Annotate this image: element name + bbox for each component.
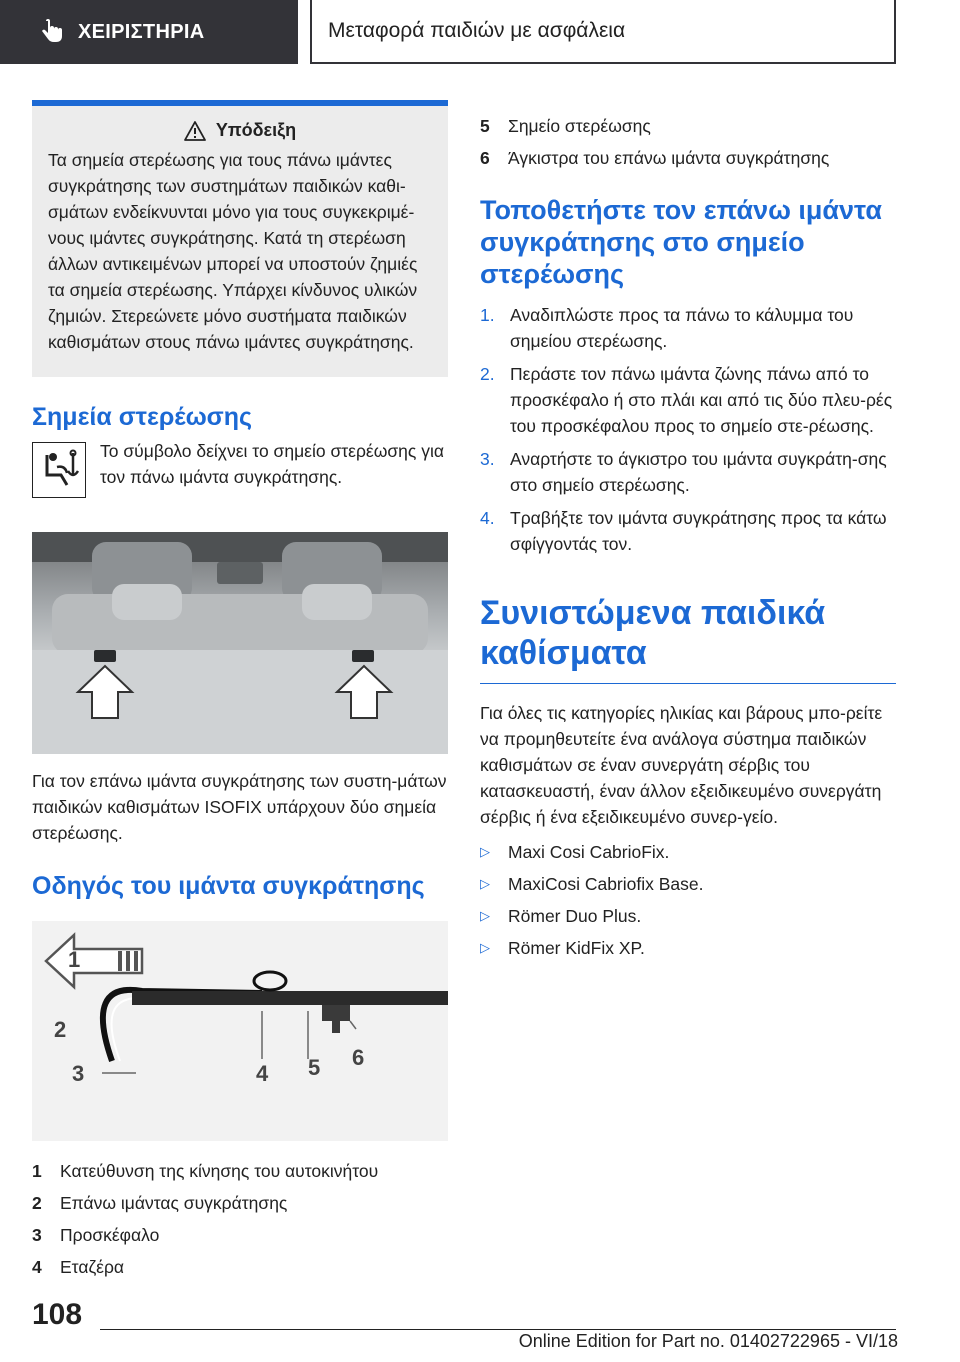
legend-item: 2 Επάνω ιμάντας συγκράτησης	[32, 1193, 288, 1213]
legend-item: 6 Άγκιστρα του επάνω ιμάντα συγκράτησης	[480, 148, 830, 168]
legend-item: 5 Σημείο στερέωσης	[480, 116, 651, 136]
attach-steps	[480, 302, 896, 557]
step-item: 3. Αναρτήστε το άγκιστρο του ιμάντα συγκράτη-σης στο σημείο στερέωσης.	[480, 449, 887, 495]
anchor-points-heading: Σημεία στερέωσης	[32, 403, 253, 431]
note-box	[32, 100, 448, 377]
note-body: Τα σημεία στερέωσης για τους πάνω ιμάντες συγκράτησης των συστημάτων παιδικών καθι-σμάτων ενδείκνυνται μόνο για τους συγκεκριμέ-νους ιμάντες συγκράτησης. Κατά τη στερέωση άλλων αντικειμένων μπορεί να υποστούν ζημιές τα σημεία στερέωσης. Υπάρχει κίνδυνος υλικών ζημιών. Στερεώνετε μόνο συστήματα παιδικών καθισμάτων στους πάνω ιμάντες συγκράτησης.	[48, 150, 418, 352]
photo-caption: Για τον επάνω ιμάντα συγκράτησης των συστη-μάτων παιδικών καθισμάτων ISOFIX υπάρχουν δύο σημεία στερέωσης.	[32, 771, 447, 843]
step-item: 2. Περάστε τον πάνω ιμάντα ζώνης πάνω από το προσκέφαλο ή στο πλάι και από τις δύο πλευ-ρές του προσκέφαλου προς το σημείο στε-ρέωσης.	[480, 364, 893, 436]
footer-divider	[100, 1329, 896, 1330]
legend-item: 3 Προσκέφαλο	[32, 1225, 160, 1245]
warning-icon	[184, 121, 206, 141]
diagram-legend-continued	[480, 110, 896, 174]
diagram-label-4: 4	[256, 1061, 269, 1086]
step-item: 4. Τραβήξτε τον ιμάντα συγκράτησης προς τα κάτω σφίγγοντάς τον.	[480, 508, 887, 554]
tether-strap-diagram	[32, 921, 448, 1141]
footer-edition: Online Edition for Part no. 01402722965 - VI/18	[518, 1331, 898, 1351]
legend-item: 1 Κατεύθυνση της κίνησης του αυτοκινήτου	[32, 1161, 379, 1181]
attach-heading: Τοποθετήστε τον επάνω ιμάντα συγκράτησης στο σημείο στερέωσης	[480, 195, 882, 289]
header-chapter-title: Μεταφορά παιδιών με ασφάλεια	[328, 19, 626, 42]
recommended-list	[480, 836, 896, 964]
triangle-bullet-icon: ▷	[480, 940, 490, 955]
diagram-legend	[32, 1155, 448, 1283]
triangle-bullet-icon: ▷	[480, 844, 490, 859]
diagram-label-2: 2	[54, 1017, 67, 1042]
legend-item: 4 Εταζέρα	[32, 1257, 125, 1277]
guide-heading: Οδηγός του ιμάντα συγκράτησης	[32, 872, 425, 900]
right-column	[480, 100, 896, 964]
rear-seat-photo	[32, 532, 448, 754]
page-number: 108	[32, 1298, 83, 1331]
header-section-title: ΧΕΙΡΙΣΤΗΡΙΑ	[78, 20, 205, 43]
list-item: ▷ Römer KidFix XP.	[480, 932, 896, 964]
note-header	[48, 120, 432, 141]
step-item: 1. Αναδιπλώστε προς τα πάνω το κάλυμμα του σημείου στερέωσης.	[480, 305, 854, 351]
hand-pointer-icon	[40, 19, 64, 45]
triangle-bullet-icon: ▷	[480, 908, 490, 923]
recommended-heading: Συνιστώμενα παιδικά καθίσματα	[480, 593, 896, 684]
diagram-label-6: 6	[352, 1045, 365, 1070]
symbol-description: Το σύμβολο δείχνει το σημείο στερέωσης για τον πάνω ιμάντα συγκράτησης.	[100, 441, 444, 487]
diagram-label-1: 1	[68, 947, 81, 972]
list-item: ▷ MaxiCosi Cabriofix Base.	[480, 868, 896, 900]
header-section-tab	[0, 0, 298, 64]
symbol-row	[32, 442, 448, 498]
diagram-label-5: 5	[308, 1055, 321, 1080]
diagram-label-3: 3	[72, 1061, 85, 1086]
recommended-text: Για όλες τις κατηγορίες ηλικίας και βάρους μπο-ρείτε να προμηθευτείτε ένα ανάλογα σύστημα παιδικών καθισμάτων σε έναν συνεργάτη σέρβις του κατασκευαστή, έναν άλλον εξειδικευμένο συνεργάτη σέρβις ή ένα εξειδικευμένο συνερ-γείο.	[480, 703, 883, 827]
list-item: ▷ Maxi Cosi CabrioFix.	[480, 836, 896, 868]
note-title: Υπόδειξη	[215, 120, 297, 140]
left-column	[32, 100, 448, 1283]
tether-anchor-symbol-icon	[32, 442, 86, 498]
triangle-bullet-icon: ▷	[480, 876, 490, 891]
list-item: ▷ Römer Duo Plus.	[480, 900, 896, 932]
header-chapter	[310, 0, 896, 64]
